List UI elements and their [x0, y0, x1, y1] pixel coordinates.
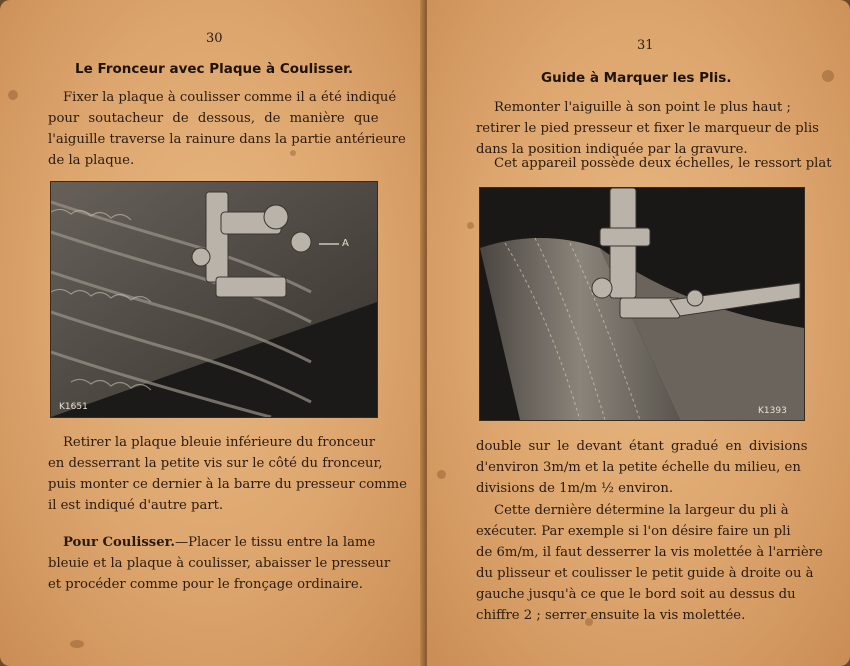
text-line: double sur le devant étant gradué en divisions	[476, 439, 808, 454]
right-page	[427, 0, 850, 666]
text-line: gauche jusqu'à ce que le bord soit au dessus du	[476, 587, 796, 602]
paragraph	[48, 87, 406, 171]
left-page	[0, 0, 424, 666]
paragraph	[476, 500, 823, 626]
text-line: chiffre 2 ; serrer ensuite la vis molettée.	[476, 608, 746, 623]
text-line: puis monter ce dernier à la barre du presseur comme	[48, 477, 407, 492]
text-line: exécuter. Par exemple si l'on désire faire un pli	[476, 524, 791, 539]
paragraph	[48, 532, 391, 595]
text-line: Retirer la plaque bleuie inférieure du fronceur	[63, 435, 375, 450]
text-line: pour soutacheur de dessous, de manière que	[48, 111, 379, 126]
text-line: du plisseur et coulisser le petit guide à droite ou à	[476, 566, 814, 581]
text-line: retirer le pied presseur et fixer le marqueur de plis	[476, 121, 819, 136]
paragraph	[476, 97, 819, 160]
text-line: divisions de 1m/m ½ environ.	[476, 481, 674, 496]
pleat-marker-illustration	[480, 188, 804, 420]
figure-pleat-marker-photo	[479, 187, 805, 421]
text-line: de 6m/m, il faut desserrer la vis molettée à l'arrière	[476, 545, 823, 560]
text-line: l'aiguille traverse la rainure dans la partie antérieure	[48, 132, 406, 147]
text-line: en desserrant la petite vis sur le côté du fronceur,	[48, 456, 383, 471]
figure-ruffler-photo	[50, 181, 378, 418]
text-line: Cette dernière détermine la largeur du pli à	[494, 503, 789, 518]
section-heading: Guide à Marquer les Plis.	[541, 70, 732, 86]
paragraph	[476, 436, 806, 499]
paragraph-lead: Pour Coulisser.	[63, 535, 175, 550]
paragraph	[476, 153, 832, 174]
figure-id: K1393	[758, 406, 787, 416]
figure-callout-label: A	[342, 238, 349, 249]
text-line: d'environ 3m/m et la petite échelle du milieu, en	[476, 460, 801, 475]
figure-id: K1651	[59, 402, 88, 412]
text-line: dans la position indiquée par la gravure.	[476, 142, 748, 157]
paragraph	[48, 432, 407, 516]
text-line: de la plaque.	[48, 153, 135, 168]
text-line: Fixer la plaque à coulisser comme il a été indiqué	[63, 90, 397, 105]
text-line: et procéder comme pour le fronçage ordinaire.	[48, 577, 363, 592]
text-line: Remonter l'aiguille à son point le plus haut ;	[494, 100, 791, 115]
page-number: 31	[637, 38, 654, 53]
text-line: il est indiqué d'autre part.	[48, 498, 224, 513]
section-heading: Le Fronceur avec Plaque à Coulisser.	[75, 61, 353, 77]
text-line: bleuie et la plaque à coulisser, abaisser le presseur	[48, 556, 391, 571]
ruffler-illustration	[51, 182, 377, 417]
text-line: Cet appareil possède deux échelles, le ressort plat	[494, 156, 832, 171]
text-line: —Placer le tissu entre la lame	[174, 535, 376, 550]
page-number: 30	[206, 31, 223, 46]
